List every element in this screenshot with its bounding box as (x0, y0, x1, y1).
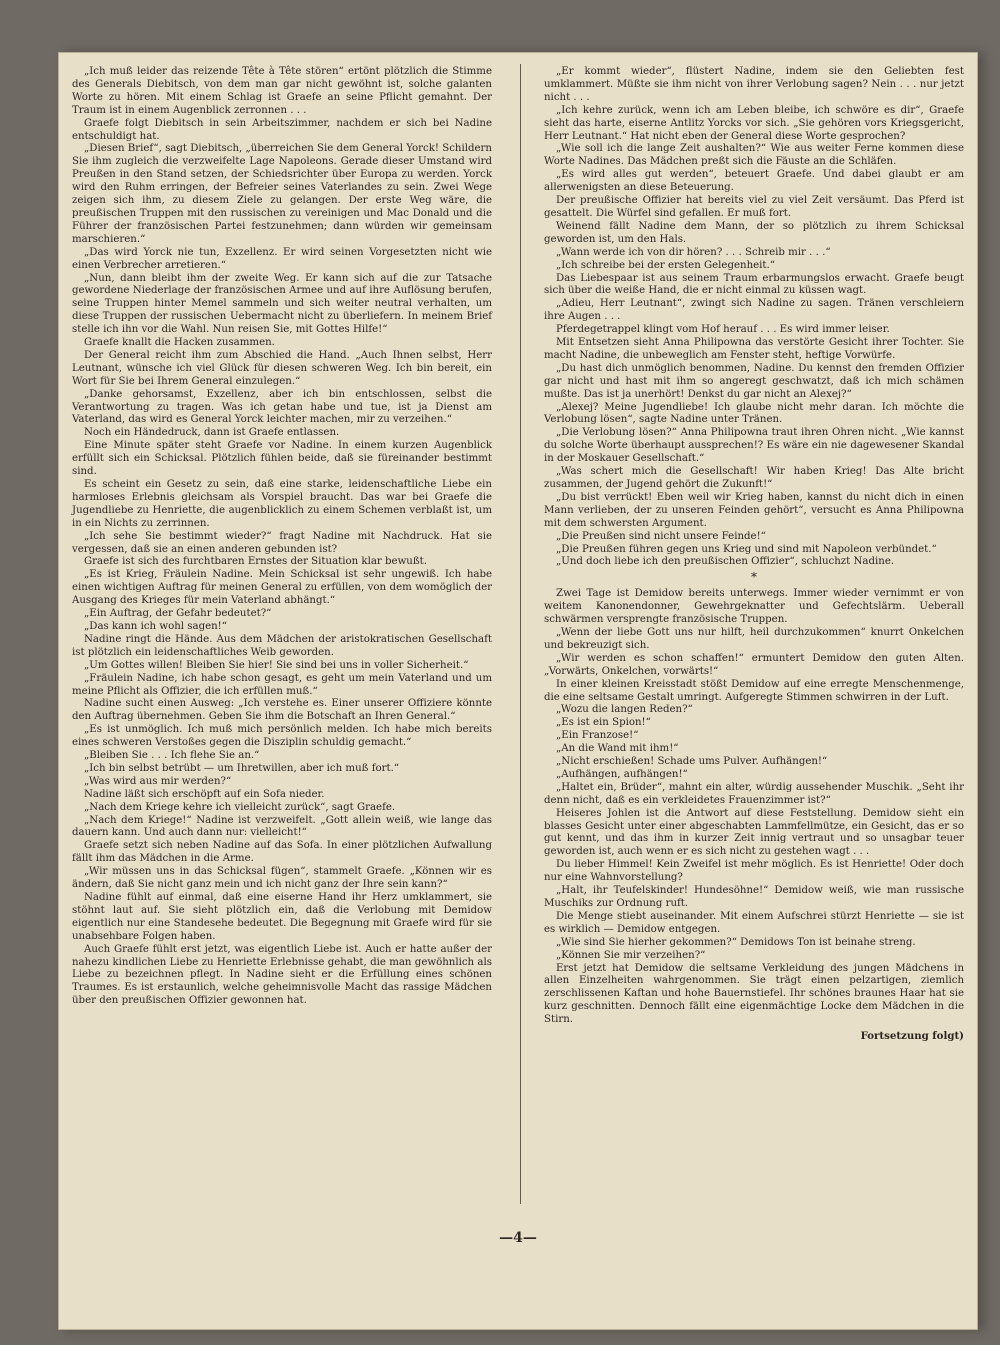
paragraph: Der preußische Offizier hat bereits viel zu viel Zeit versäumt. Das Pferd ist gesattelt. Die Würfel sind gefallen. Er muß fort. (544, 195, 964, 219)
paragraph: „Es ist unmöglich. Ich muß mich persönlich melden. Ich habe mich bereits eines schweren Verstoßes gegen die Disziplin schuldig gemacht.“ (72, 724, 492, 749)
right-text-column (544, 66, 964, 1043)
paragraph: Graefe ist sich des furchtbaren Ernstes der Situation klar bewußt. (84, 556, 428, 568)
continued-note: Fortsetzung folgt) (860, 1030, 964, 1043)
paragraph: „Ich sehe Sie bestimmt wieder?“ fragt Nadine mit Nachdruck. Hat sie vergessen, daß sie an einen anderen gebunden ist? (72, 530, 492, 555)
paragraph: „Bleiben Sie . . . Ich flehe Sie an.“ (84, 750, 260, 762)
paragraph: „Wozu die langen Reden?“ (556, 704, 693, 716)
paragraph: „Um Gottes willen! Bleiben Sie hier! Sie sind bei uns in voller Sicherheit.“ (84, 659, 469, 671)
paragraph: „Es ist Krieg, Fräulein Nadine. Mein Schicksal ist sehr ungewiß. Ich habe einen wichtigen Auftrag für meinen General zu erfüllen, von dem womöglich der Ausgang des Krieges für mein Vaterland abhängt.“ (72, 569, 492, 607)
paragraph: Zwei Tage ist Demidow bereits unterwegs. Immer wieder vernimmt er von weitem Kanonendonner, Gewehrgeknatter und Gefechtslärm. Ueberall schwärmen versprengte französische Truppen. (544, 588, 964, 626)
paragraph: „Danke gehorsamst, Exzellenz, aber ich bin entschlossen, selbst die Verantwortung zu tragen. Was ich getan habe und tue, ist ja Dienst am Vaterland, das wird es General Yorck leichter machen, mir zu verzeihen.“ (72, 388, 492, 426)
paragraph: Nadine läßt sich erschöpft auf ein Sofa nieder. (84, 788, 325, 800)
page-number: —4— (499, 1230, 537, 1246)
paragraph: „Halt, ihr Teufelskinder! Hundesöhne!“ Demidow weiß, wie man russische Muschiks zur Ordnung ruft. (544, 885, 964, 909)
paragraph: Graefe knallt die Hacken zusammen. (84, 337, 275, 349)
paragraph: Nadine fühlt auf einmal, daß eine eiserne Hand ihr Herz umklammert, sie stöhnt laut auf. Sie sieht plötzlich ein, daß die Verlobung mit Demidow eigentlich nur eine Standesehe bedeutet. Die Begegnung mit Graefe wird für sie unabsehbare Folgen haben. (72, 892, 492, 942)
paragraph: „Die Preußen führen gegen uns Krieg und sind mit Napoleon verbündet.“ (556, 543, 937, 555)
paragraph: „Ich schreibe bei der ersten Gelegenheit.“ (556, 259, 775, 271)
paragraph: „Die Verlobung lösen?“ Anna Philipowna traut ihren Ohren nicht. „Wie kannst du solche Worte überhaupt aussprechen!? Es wäre ein nie dagewesener Skandal in der Moskauer Gesellschaft.“ (544, 427, 964, 465)
paragraph: In einer kleinen Kreisstadt stößt Demidow auf eine erregte Menschenmenge, die eine seltsame Gestalt umringt. Aufgeregte Stimmen schwirren in der Luft. (544, 678, 964, 703)
paragraph: „Adieu, Herr Leutnant“, zwingt sich Nadine zu sagen. Tränen verschleiern ihre Augen . . . (544, 298, 964, 323)
paragraph: „Wie sind Sie hierher gekommen?“ Demidows Ton ist beinahe streng. (556, 936, 916, 948)
paragraph: „Nach dem Kriege kehre ich vielleicht zurück“, sagt Graefe. (84, 801, 396, 813)
paragraph: „Wir werden es schon schaffen!“ ermuntert Demidow den guten Alten. „Vorwärts, Onkelchen, vorwärts!“ (544, 652, 964, 677)
paragraph: „Diesen Brief“, sagt Diebitsch, „überreichen Sie dem General Yorck! Schildern Sie ihm zugleich die verzweifelte Lage Napoleons. Gerade dieser Umstand wird Preußen in den Stand setzen, der Schiedsrichter über Europa zu werden. Yorck wird den Ruhm erringen, der Befreier seines Vaterlandes zu sein. Zwei Wege zeigen sich ihm, zu diesem Ziele zu gelangen. Der erste Weg wäre, die preußischen Truppen mit den russischen zu vereinigen und Mac Donald und die Führer der französischen Partei festzunehmen; dann würden wir gemeinsam marschieren.“ (72, 143, 492, 245)
paragraph: „Das wird Yorck nie tun, Exzellenz. Er wird seinen Vorgesetzten nicht wie einen Verbrecher arretieren.“ (72, 246, 492, 271)
paragraph: „Nach dem Kriege!“ Nadine ist verzweifelt. „Gott allein weiß, wie lange das dauern kann. Und auch dann nur: vielleicht!“ (72, 814, 492, 839)
paragraph: „Ich bin selbst betrübt — um Ihretwillen, aber ich muß fort.“ (84, 762, 400, 774)
paragraph: Es scheint ein Gesetz zu sein, daß eine starke, leidenschaftliche Liebe ein harmloses Erlebnis gleichsam als Vorspiel braucht. Das war bei Graefe die Jugendliebe zu Henriette, die augenblicklich zu einem Schemen verblaßt ist, um in ein Nichts zu zerrinnen. (72, 479, 492, 529)
paragraph: „Und doch liebe ich den preußischen Offizier“, schluchzt Nadine. (556, 556, 895, 568)
paragraph: „Du bist verrückt! Eben weil wir Krieg haben, kannst du nicht dich in einen Mann verlieben, der zu unseren Feinden gehört“, versucht es Anna Philipowna mit dem schwersten Argument. (544, 491, 964, 529)
paragraph: „Können Sie mir verzeihen?“ (556, 949, 706, 961)
paragraph: Die Menge stiebt auseinander. Mit einem Aufschrei stürzt Henriette — sie ist es wirklich — Demidow entgegen. (544, 910, 964, 935)
paragraph: „Wann werde ich von dir hören? . . . Schreib mir . . .“ (556, 246, 831, 258)
paragraph: Graefe setzt sich neben Nadine auf das Sofa. In einer plötzlichen Aufwallung fällt ihm das Mädchen in die Arme. (72, 840, 492, 865)
column-divider (520, 64, 521, 1204)
paragraph: Erst jetzt hat Demidow die seltsame Verkleidung des jungen Mädchens in allen Einzelheiten wahrgenommen. Sie trägt einen pelzartigen, ziemlich zerschlissenen Kaftan und hohe Bauernstiefel. Ihr schönes braunes Haar hat sie kurz geschnitten. Dennoch fällt eine eigenmächtige Locke dem Mädchen in die Stirn. (544, 962, 964, 1026)
paragraph: „Wie soll ich die lange Zeit aushalten?“ Wie aus weiter Ferne kommen diese Worte Nadines. Das Mädchen preßt sich die Fäuste an die Schläfen. (544, 143, 964, 168)
paragraph: Nadine ringt die Hände. Aus dem Mädchen der aristokratischen Gesellschaft ist plötzlich ein leidenschaftliches Weib geworden. (72, 633, 492, 658)
paragraph: „Nun, dann bleibt ihm der zweite Weg. Er kann sich auf die zur Tatsache gewordene Niederlage der französischen Armee und auf ihre Auflösung berufen, seine Truppen hinter Memel sammeln und sich weiter neutral verhalten, um diese Truppen der russischen Uebermacht nicht zu überliefern. In meinem Brief stelle ich ihn vor die Wahl. Nun reisen Sie, mit Gottes Hilfe!“ (72, 272, 492, 336)
paragraph: „Es ist ein Spion!“ (556, 717, 651, 729)
paragraph: Noch ein Händedruck, dann ist Graefe entlassen. (84, 427, 340, 439)
paragraph: Eine Minute später steht Graefe vor Nadine. In einem kurzen Augenblick erfüllt sich ein Schicksal. Plötzlich fühlen beide, daß sie füreinander bestimmt sind. (72, 440, 492, 478)
paragraph: Auch Graefe fühlt erst jetzt, was eigentlich Liebe ist. Auch er hatte außer der nahezu kindlichen Liebe zu Henriette Erlebnisse gehabt, die man gewöhnlich als Liebe zu bezeichnen pflegt. In Nadine sieht er die Erfüllung eines schönen Traumes. Es ist erstaunlich, welche geheimnisvolle Macht das rassige Mädchen über den preußischen Offizier gewonnen hat. (72, 943, 492, 1007)
paragraph: „Ich kehre zurück, wenn ich am Leben bleibe, ich schwöre es dir“, Graefe sieht das harte, eiserne Antlitz Yorcks vor sich. „Sie gehören vors Kriegsgericht, Herr Leutnant.“ Hat nicht eben der General diese Worte gesprochen? (544, 104, 964, 142)
paragraph: „Ein Franzose!“ (556, 730, 639, 742)
paragraph: Mit Entsetzen sieht Anna Philipowna das verstörte Gesicht ihrer Tochter. Sie macht Nadine, die unbeweglich am Fenster steht, heftige Vorwürfe. (544, 337, 964, 361)
left-text-column (72, 66, 492, 1008)
paragraph: Weinend fällt Nadine dem Mann, der so plötzlich zu ihrem Schicksal geworden ist, um den Hals. (544, 220, 964, 245)
paragraph: „Ich muß leider das reizende Tête à Tête stören“ ertönt plötzlich die Stimme des Generals Diebitsch, von dem man gar nicht gewöhnt ist, solche galanten Worte zu hören. Mit einem Schlag ist Graefe an seine Pflicht gemahnt. Der Traum ist in einem Augenblick zerronnen . . . (72, 66, 492, 116)
paragraph: Nadine sucht einen Ausweg: „Ich verstehe es. Einer unserer Offiziere könnte den Auftrag übernehmen. Geben Sie ihm die Botschaft an Ihren General.“ (72, 698, 492, 723)
paragraph: „Alexej? Meine Jugendliebe! Ich glaube nicht mehr daran. Ich möchte die Verlobung lösen“, sagte Nadine unter Tränen. (544, 401, 964, 426)
newspaper-page (58, 52, 978, 1330)
paragraph: „Wenn der liebe Gott uns nur hilft, heil durchzukommen“ knurrt Onkelchen und bekreuzigt sich. (544, 626, 964, 651)
paragraph: „Ein Auftrag, der Gefahr bedeutet?“ (84, 608, 272, 620)
paragraph: „An die Wand mit ihm!“ (556, 743, 679, 755)
scene-break-asterisk: * (751, 570, 757, 585)
paragraph: „Das kann ich wohl sagen!“ (84, 620, 227, 632)
paragraph: „Es wird alles gut werden“, beteuert Graefe. Und dabei glaubt er am allerwenigsten an diese Beteuerung. (544, 169, 964, 194)
paragraph: „Die Preußen sind nicht unsere Feinde!“ (556, 530, 766, 542)
paragraph: Pferdegetrappel klingt vom Hof herauf . . . Es wird immer leiser. (556, 324, 890, 336)
paragraph: „Er kommt wieder“, flüstert Nadine, indem sie den Geliebten fest umklammert. Müßte sie ihm nicht von ihrer Verlobung sagen? Nein . . . nur jetzt nicht . . . (544, 66, 964, 103)
paragraph: „Fräulein Nadine, ich habe schon gesagt, es geht um mein Vaterland und um meine Pflicht als Offizier, die ich erfüllen muß.“ (72, 672, 492, 697)
paragraph: Heiseres Johlen ist die Antwort auf diese Feststellung. Demidow sieht ein blasses Gesicht unter einer abgeschabten Lammfellmütze, ein Gesicht, das er so gut kennt, und das ihm in kurzer Zeit innig vertraut und so unsagbar teuer geworden ist, auch wenn er es sich nicht zu gestehen wagt . . . (544, 807, 964, 858)
paragraph: „Haltet ein, Brüder“, mahnt ein alter, würdig aussehender Muschik. „Seht ihr denn nicht, daß es ein verkleidetes Frauenzimmer ist?“ (544, 781, 964, 806)
paragraph: Du lieber Himmel! Kein Zweifel ist mehr möglich. Es ist Henriette! Oder doch nur eine Wahnvorstellung? (544, 859, 964, 884)
paragraph: Graefe folgt Diebitsch in sein Arbeitszimmer, nachdem er sich bei Nadine entschuldigt hat. (72, 117, 492, 142)
paragraph: „Nicht erschießen! Schade ums Pulver. Aufhängen!“ (556, 756, 828, 768)
paragraph: „Wir müssen uns in das Schicksal fügen“, stammelt Graefe. „Können wir es ändern, daß Sie nicht ganz mein und ich nicht ganz der Ihre sein kann?“ (72, 866, 492, 891)
paragraph: Der General reicht ihm zum Abschied die Hand. „Auch Ihnen selbst, Herr Leutnant, wünsche ich viel Glück für diesen schweren Weg. Ich bin bereit, ein Wort für Sie bei Ihrem General einzulegen.“ (72, 349, 492, 387)
paragraph: „Du hast dich unmöglich benommen, Nadine. Du kennst den fremden Offizier gar nicht und hast mit ihm so angeregt geschwatzt, daß ich mich schämen mußte. Das ist ja unerhört! Denkst du gar nicht an Alexej?“ (544, 362, 964, 400)
paragraph: Das Liebespaar ist aus seinem Traum erbarmungslos erwacht. Graefe beugt sich über die weiße Hand, die er nicht einmal zu küssen wagt. (544, 272, 964, 297)
paragraph: „Was wird aus mir werden?“ (84, 775, 232, 787)
paragraph: „Aufhängen, aufhängen!“ (556, 768, 688, 780)
paragraph: „Was schert mich die Gesellschaft! Wir haben Krieg! Das Alte bricht zusammen, der Jugend gehört die Zukunft!“ (544, 466, 964, 490)
